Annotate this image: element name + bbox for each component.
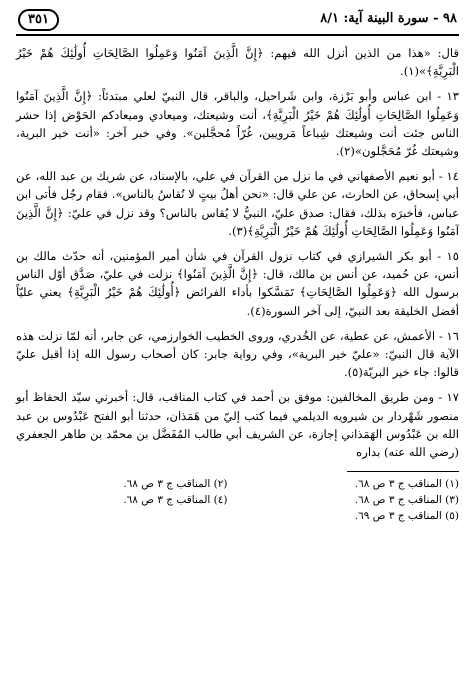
page-number: ٣٥١ [18, 9, 59, 31]
paragraph-2: ١٣ - ابن عباس وأبو بَرْزة، وابن شَراحيل، والباقر، قال النبيّ لعلي مبتدئاً: ﴿إِنَّ الَّذِينَ آمَنُوا وَعَمِلُوا الصَّالِحَاتِ أُولَٰئِكَ هُمْ خَيْرُ الْبَرِيَّةِ﴾، أنت وشيعتك، وميعادي وميعادكم الحَوْض إذا حشر الناس جئت أنت وشيعتك شِباعاً مَرويين، غُرّاً مُحجَّلين». وفي خبر آخر: «أنت خير البرية، وشيعتك غُرّ مُحَجَّلون»(٢). [16, 89, 459, 159]
footnote-4: (٤) المناقب ج ٣ ص ٦٨. [123, 494, 228, 507]
body-text [16, 44, 459, 461]
paragraph-1: قال: «هذا من الذين أنزل الله فيهم: ﴿إِنَّ الَّذِينَ آمَنُوا وَعَمِلُوا الصَّالِحَاتِ أُولَٰئِكَ هُمْ خَيْرُ الْبَرِيَّةِ﴾»(١). [16, 46, 459, 79]
footnotes [16, 476, 459, 524]
footnote-1: (١) المناقب ج ٣ ص ٦٨. [354, 478, 459, 491]
paragraph-6: ١٧ - ومن طريق المخالفين: موفق بن أحمد في كتاب المناقب، قال: أخبرني سيّد الحفاظ أبو منصور شَهْردار بن شيرويه الديلمي فيما كتب إليّ من هَمَذان، حدثنا أبو الفتح عَبْدُوس بن عبد الله بن عَبْدُوس الهَمَذاني إجازة، عن الشريف أبي طالب المُفَضَّل بن محمّد بن طاهر الجعفري (رضي الله عنه) بداره [16, 390, 459, 460]
footnote-3: (٣) المناقب ج ٣ ص ٦٨. [354, 494, 459, 507]
paragraph-4: ١٥ - أبو بكر الشيرازي في كتاب نزول القرآن في شأن أمير المؤمنين، أنه حدّث مالك بن أنس، عن حُميد، عن أنس بن مالك، قال: ﴿إِنَّ الَّذِينَ آمَنُوا﴾ نزلت في عليّ، صَدَّق أوّل الناس برسول الله ﴿وَعَمِلُوا الصَّالِحَاتِ﴾ تَمَسَّكوا بأداء الفرائض ﴿أُولَٰئِكَ هُمْ خَيْرُ الْبَرِيَّةِ﴾ يعني عليّاً أفضل الخليقة بعد النبيّ، إلى آخر السورة(٤). [16, 249, 460, 318]
page-header [16, 8, 459, 36]
footnote-divider [347, 471, 459, 472]
header-title: ٩٨ - سورة البينة آية: ٨/١ [320, 11, 457, 26]
paragraph-3: ١٤ - أبو نعيم الأصفهاني في ما نزل من القرآن في علي، بالإسناد، عن شريك بن عبد الله، عن أبي إسحاق، عن الحارث، عن علي قال: «نحن أهلُ بيتٍ لا نُقاسُ بالناس». فقام رجُل فأتى ابن عباس، فأخبرَه بذلك، فقال: صدق عليّ، النبيُّ لا يُقاس بالناس؟ وقد نزل في عليّ: ﴿إِنَّ الَّذِينَ آمَنُوا وَعَمِلُوا الصَّالِحَاتِ أُولَٰئِكَ هُمْ خَيْرُ الْبَرِيَّةِ﴾(٣). [16, 169, 459, 238]
footnote-5: (٥) المناقب ج ٣ ص ٦٩. [354, 510, 459, 523]
paragraph-5: ١٦ - الأعمش، عن عطية، عن الخُدري، وروى الخطيب الخوارزمي، عن جابر، أنه لمّا نزلت هذه الآية قال النبيّ: «عليّ خير البرية»، وفي رواية جابر: كان أصحاب رسول الله إذا أقبل عليّ قالوا: جاء خير البريّة(٥). [16, 328, 459, 380]
footnote-2: (٢) المناقب ج ٣ ص ٦٨. [123, 478, 228, 491]
